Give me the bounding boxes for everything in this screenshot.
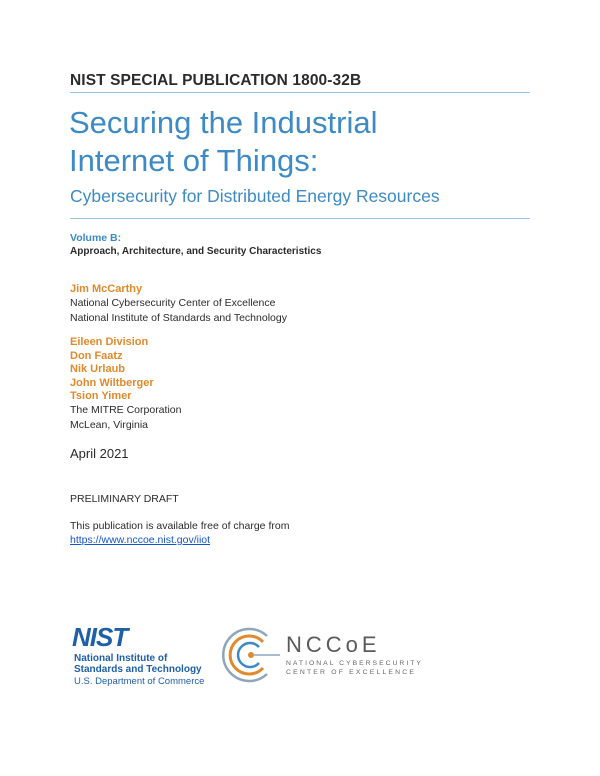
draft-status: PRELIMINARY DRAFT bbox=[70, 493, 179, 505]
availability-notice bbox=[70, 519, 289, 547]
nist-logo-line: Standards and Technology bbox=[74, 664, 202, 675]
availability-text: This publication is available free of charge from bbox=[70, 520, 290, 532]
author-list-mitre bbox=[70, 336, 154, 404]
document-title bbox=[69, 104, 539, 180]
publication-series: NIST SPECIAL PUBLICATION 1800-32B bbox=[70, 72, 362, 89]
availability-link[interactable]: https://www.nccoe.nist.gov/iiot bbox=[70, 534, 211, 546]
author-name: Eileen Division bbox=[70, 336, 149, 348]
author-affiliation-nccoe bbox=[70, 296, 287, 325]
title-line-1: Securing the Industrial bbox=[69, 105, 378, 140]
affiliation-line: McLean, Virginia bbox=[70, 418, 149, 431]
nist-wordmark: NIST bbox=[72, 622, 128, 652]
nccoe-wordmark: NCCoE bbox=[286, 632, 381, 657]
nccoe-logo-line: NATIONAL CYBERSECURITY bbox=[286, 660, 423, 667]
nist-logo-line: U.S. Department of Commerce bbox=[74, 676, 205, 687]
affiliation-line: National Institute of Standards and Technology bbox=[70, 311, 287, 324]
nist-logo bbox=[72, 622, 212, 688]
title-line-2: Internet of Things: bbox=[69, 143, 319, 178]
affiliation-line: The MITRE Corporation bbox=[70, 404, 182, 416]
author-affiliation-mitre bbox=[70, 403, 181, 432]
affiliation-line: National Cybersecurity Center of Excellence bbox=[70, 297, 276, 309]
nccoe-logo bbox=[220, 622, 430, 688]
title-divider bbox=[70, 218, 530, 219]
volume-label: Volume B: bbox=[70, 232, 122, 244]
author-name: Nik Urlaub bbox=[70, 363, 126, 375]
author-name: Tsion Yimer bbox=[70, 390, 132, 402]
nist-logo-line: National Institute of bbox=[74, 653, 168, 664]
header-divider bbox=[70, 92, 530, 93]
nccoe-emblem-icon bbox=[220, 624, 282, 686]
document-subtitle: Cybersecurity for Distributed Energy Resources bbox=[70, 186, 440, 206]
publication-date: April 2021 bbox=[70, 446, 129, 461]
nccoe-logo-line: CENTER OF EXCELLENCE bbox=[286, 669, 417, 676]
author-name: Jim McCarthy bbox=[70, 283, 143, 295]
author-name: Don Faatz bbox=[70, 349, 123, 362]
author-name: John Wiltberger bbox=[70, 376, 154, 389]
volume-description: Approach, Architecture, and Security Characteristics bbox=[70, 246, 322, 257]
